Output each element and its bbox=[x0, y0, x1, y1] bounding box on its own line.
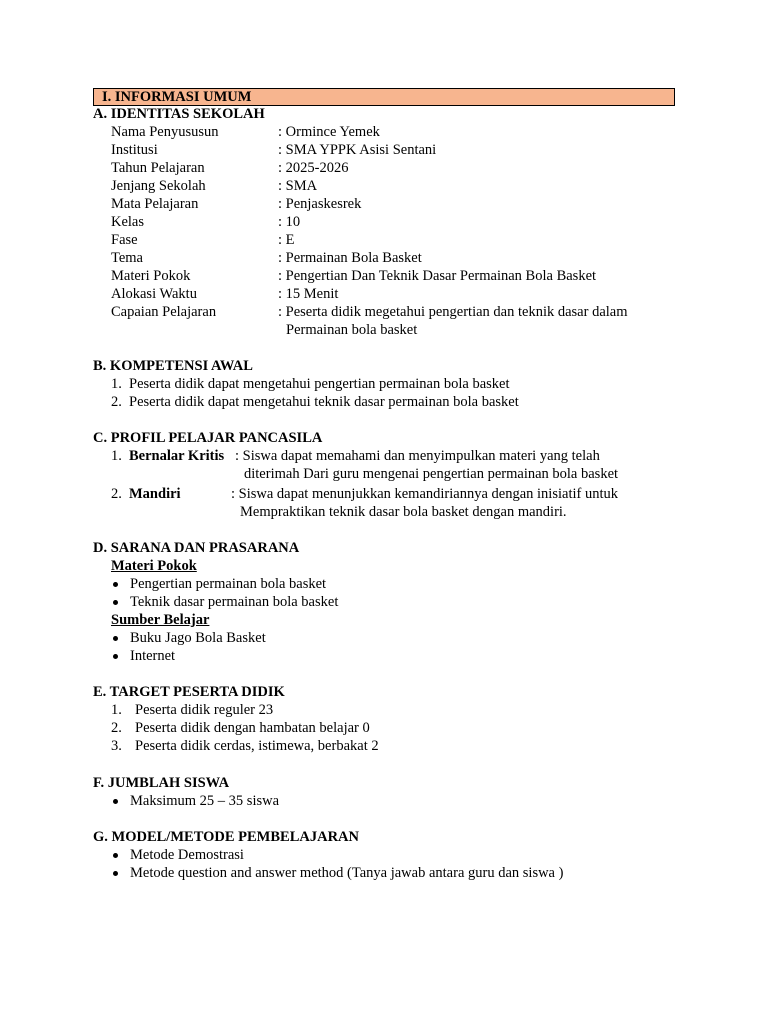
identity-value: : Ormince Yemek bbox=[278, 124, 380, 140]
list-number: 2. bbox=[111, 394, 122, 410]
list-item: Peserta didik reguler 23 bbox=[135, 702, 274, 718]
list-item: Peserta didik dapat mengetahui teknik dasar permainan bola basket bbox=[129, 394, 519, 410]
identity-label: Tema bbox=[111, 250, 143, 266]
identity-value: : Pengertian Dan Teknik Dasar Permainan Bola Basket bbox=[278, 268, 597, 284]
identity-label: Materi Pokok bbox=[111, 268, 191, 284]
section-a-title: A. IDENTITAS SEKOLAH bbox=[93, 106, 265, 122]
list-item: Peserta didik cerdas, istimewa, berbakat 2 bbox=[135, 738, 379, 754]
bullet-icon bbox=[113, 600, 118, 605]
list-item: Metode question and answer method (Tanya jawab antara guru dan siswa ) bbox=[130, 865, 564, 881]
bullet-icon bbox=[113, 636, 118, 641]
list-number: 1. bbox=[111, 448, 122, 464]
identity-label: Kelas bbox=[111, 214, 145, 230]
section-i-title: I. INFORMASI UMUM bbox=[102, 89, 252, 105]
identity-value: : Permainan Bola Basket bbox=[278, 250, 422, 266]
bullet-icon bbox=[113, 871, 118, 876]
bullet-icon bbox=[113, 582, 118, 587]
bullet-icon bbox=[113, 799, 118, 804]
identity-label: Alokasi Waktu bbox=[111, 286, 197, 302]
identity-value: : Peserta didik megetahui pengertian dan teknik dasar dalam bbox=[278, 304, 628, 320]
list-item: Internet bbox=[130, 648, 176, 664]
identity-value: : 10 bbox=[278, 214, 301, 230]
section-c-title: C. PROFIL PELAJAR PANCASILA bbox=[93, 430, 323, 446]
list-item: Teknik dasar permainan bola basket bbox=[130, 594, 339, 610]
section-d-title: D. SARANA DAN PRASARANA bbox=[93, 540, 300, 556]
profile-description: : Siswa dapat menunjukkan kemandiriannya dengan inisiatif untuk bbox=[231, 486, 618, 502]
identity-value: : E bbox=[278, 232, 295, 248]
identity-label: Nama Penyususun bbox=[111, 124, 219, 140]
identity-value: : Penjaskesrek bbox=[278, 196, 362, 212]
identity-value: : SMA YPPK Asisi Sentani bbox=[278, 142, 437, 158]
section-i-header bbox=[93, 88, 675, 106]
sumber-belajar-label: Sumber Belajar bbox=[111, 612, 210, 628]
list-item: Pengertian permainan bola basket bbox=[130, 576, 327, 592]
list-item: Metode Demostrasi bbox=[130, 847, 244, 863]
identity-value-continuation: Permainan bola basket bbox=[286, 322, 418, 338]
profile-description-continuation: diterimah Dari guru mengenai pengertian permainan bola basket bbox=[244, 466, 619, 482]
bullet-icon bbox=[113, 853, 118, 858]
list-item: Peserta didik dengan hambatan belajar 0 bbox=[135, 720, 370, 736]
profile-description: : Siswa dapat memahami dan menyimpulkan materi yang telah bbox=[235, 448, 600, 464]
list-number: 2. bbox=[111, 486, 122, 502]
section-g-title: G. MODEL/METODE PEMBELAJARAN bbox=[93, 829, 359, 845]
identity-label: Tahun Pelajaran bbox=[111, 160, 205, 176]
list-item: Peserta didik dapat mengetahui pengertian permainan bola basket bbox=[129, 376, 510, 392]
profile-description-continuation: Mempraktikan teknik dasar bola basket dengan mandiri. bbox=[240, 504, 567, 520]
identity-label: Fase bbox=[111, 232, 138, 248]
identity-label: Institusi bbox=[111, 142, 158, 158]
identity-value: : SMA bbox=[278, 178, 318, 194]
identity-value: : 15 Menit bbox=[278, 286, 339, 302]
identity-label: Capaian Pelajaran bbox=[111, 304, 217, 320]
identity-label: Jenjang Sekolah bbox=[111, 178, 206, 194]
profile-term: Bernalar Kritis bbox=[129, 448, 225, 464]
list-item: Buku Jago Bola Basket bbox=[130, 630, 266, 646]
list-item: Maksimum 25 – 35 siswa bbox=[130, 793, 280, 809]
profile-term: Mandiri bbox=[129, 486, 181, 502]
bullet-icon bbox=[113, 654, 118, 659]
list-number: 2. bbox=[111, 720, 122, 736]
list-number: 1. bbox=[111, 376, 122, 392]
section-e-title: E. TARGET PESERTA DIDIK bbox=[93, 684, 285, 700]
list-number: 3. bbox=[111, 738, 122, 754]
section-f-title: F. JUMBLAH SISWA bbox=[93, 775, 230, 791]
materi-pokok-label: Materi Pokok bbox=[111, 558, 197, 574]
identity-label: Mata Pelajaran bbox=[111, 196, 199, 212]
list-number: 1. bbox=[111, 702, 122, 718]
section-b-title: B. KOMPETENSI AWAL bbox=[93, 358, 253, 374]
identity-value: : 2025-2026 bbox=[278, 160, 349, 176]
